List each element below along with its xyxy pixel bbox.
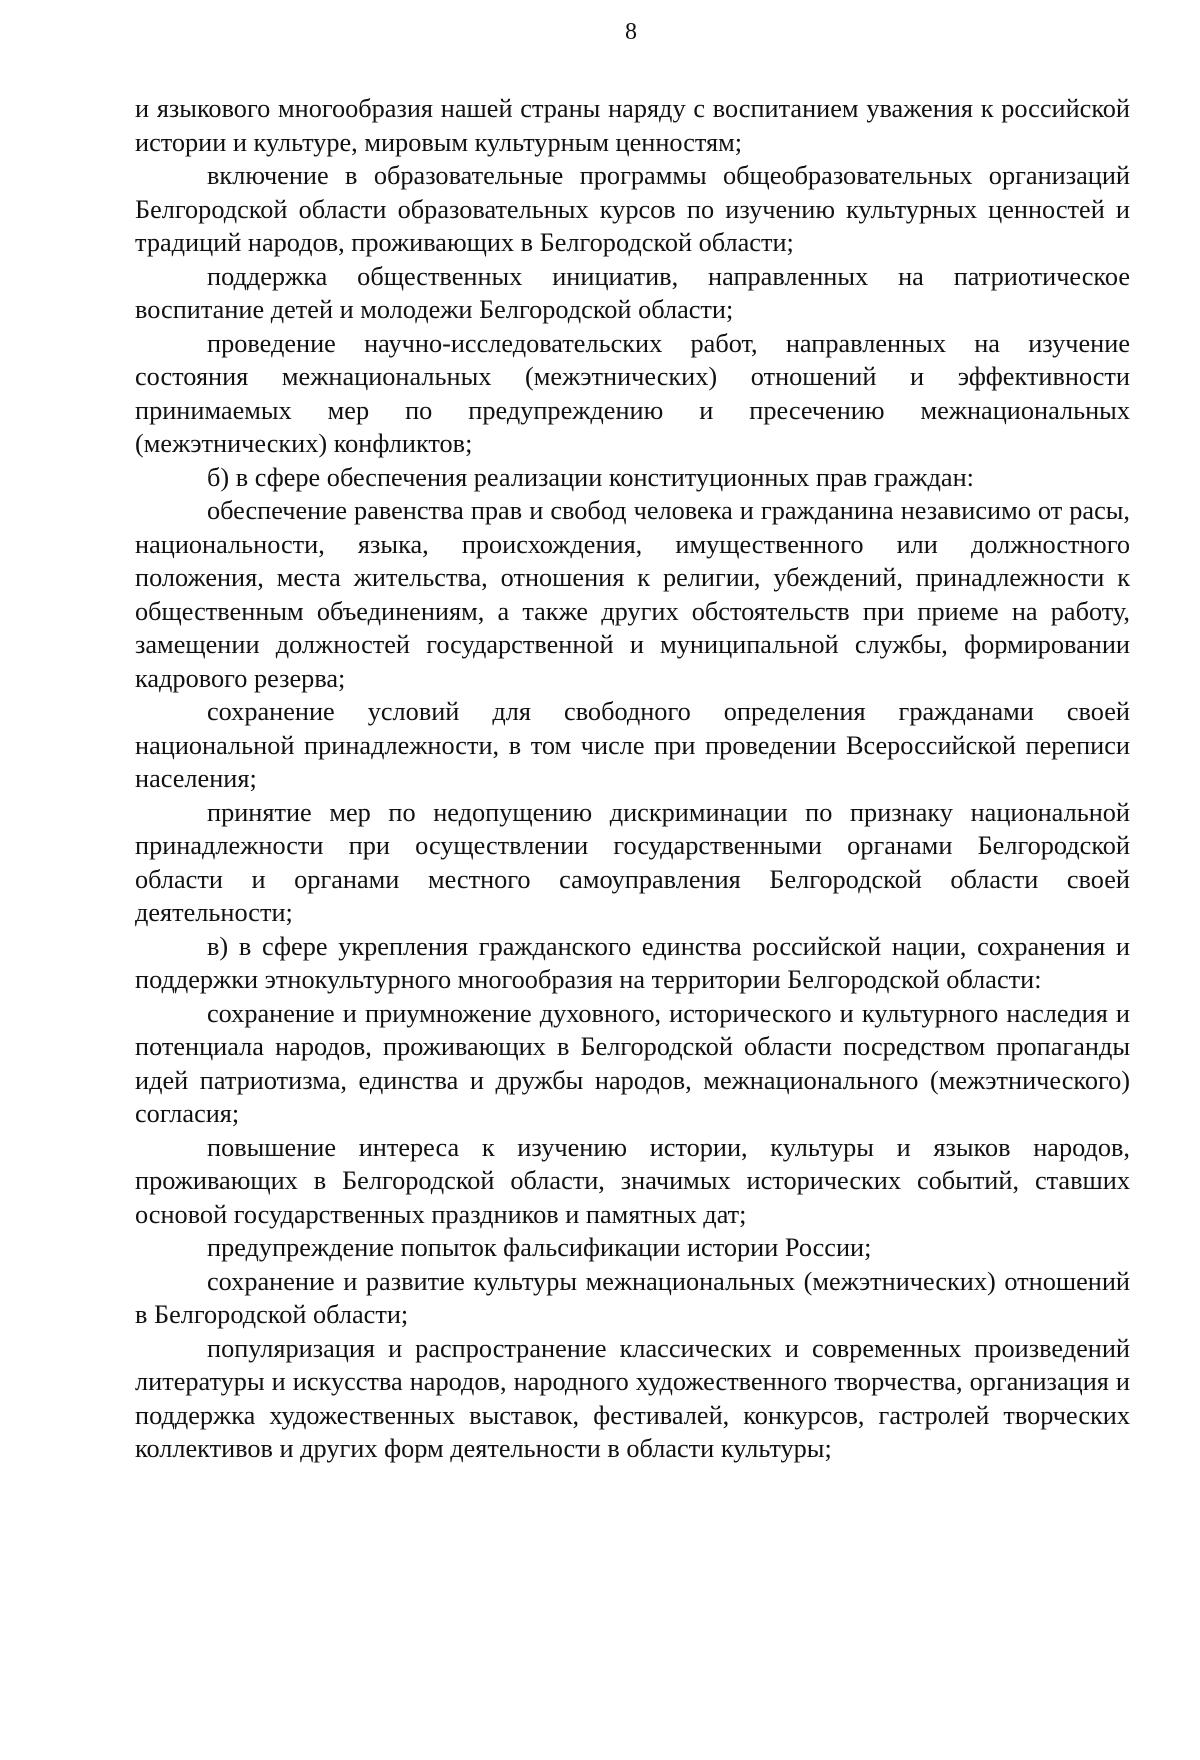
paragraph: обеспечение равенства прав и свобод человека и гражданина независимо от расы, национальности, языка, происхождения, имущественного или должностного положения, места жительства, отношения к религии, убеждений, принадлежности к общественным объединениям, а также других обстоятельств при приеме на работу, замещении должностей государственной и муниципальной службы, формировании кадрового резерва;	[135, 496, 1130, 693]
section-heading-v: в) в сфере укрепления гражданского единства российской нации, сохранения и поддержки этнокультурного многообразия на территории Белгородской области:	[135, 931, 1130, 994]
paragraph: повышение интереса к изучению истории, культуры и языков народов, проживающих в Белгородской области, значимых исторических событий, ставших основой государственных праздников и памятных дат;	[135, 1132, 1130, 1229]
paragraph: популяризация и распространение классических и современных произведений литературы и искусства народов, народного художественного творчества, организация и поддержка художественных выставок, фестивалей, конкурсов, гастролей творческих коллективов и других форм деятельности в области культуры;	[135, 1333, 1130, 1463]
paragraph: предупреждение попыток фальсификации истории России;	[207, 1233, 872, 1262]
paragraph: проведение научно-исследовательских работ, направленных на изучение состояния межнациональных (межэтнических) отношений и эффективности принимаемых мер по предупреждению и пресечению межнациональных (межэтнических) конфликтов;	[135, 328, 1130, 458]
paragraph: сохранение условий для свободного определения гражданами своей национальной принадлежности, в том числе при проведении Всероссийской переписи населения;	[135, 697, 1130, 793]
paragraph: сохранение и развитие культуры межнациональных (межэтнических) отношений в Белгородской области;	[135, 1266, 1130, 1329]
paragraph: поддержка общественных инициатив, направленных на патриотическое воспитание детей и молодежи Белгородской области;	[135, 261, 1130, 324]
paragraph: сохранение и приумножение духовного, исторического и культурного наследия и потенциала народов, проживающих в Белгородской области посредством пропаганды идей патриотизма, единства и дружбы народов, межнационального (межэтнического) согласия;	[135, 998, 1130, 1128]
paragraph: принятие мер по недопущению дискриминации по признаку национальной принадлежности при осуществлении государственными органами Белгородской области и органами местного самоуправления Белгородской области своей деятельности;	[135, 797, 1130, 927]
document-body	[135, 92, 1130, 1466]
page-number: 8	[625, 19, 637, 45]
paragraph: включение в образовательные программы общеобразовательных организаций Белгородской области образовательных курсов по изучению культурных ценностей и традиций народов, проживающих в Белгородской области;	[135, 161, 1130, 257]
paragraph-continuation: и языкового многообразия нашей страны наряду с воспитанием уважения к российской истории и культуре, мировым культурным ценностям;	[135, 94, 1130, 157]
section-heading-b: б) в сфере обеспечения реализации конституционных прав граждан:	[207, 462, 974, 492]
